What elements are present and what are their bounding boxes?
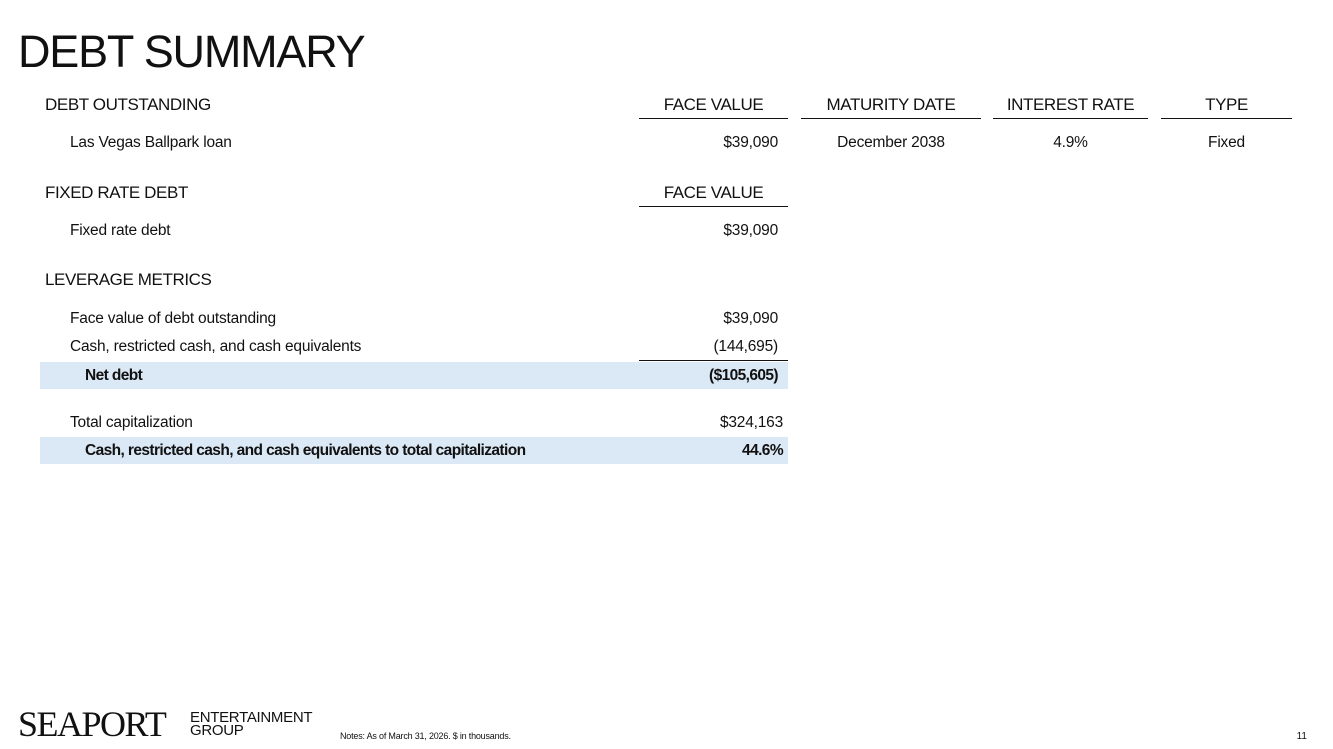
table-row-label: Fixed rate debt [70,222,171,239]
table-cell-value: ($105,605) [709,367,778,384]
section-fixed-rate-debt-label: FIXED RATE DEBT [45,183,188,202]
section-debt-outstanding-label: DEBT OUTSTANDING [45,95,211,114]
table-cell-value: (144,695) [713,338,778,355]
table-cell-value: 44.6% [742,442,783,459]
table-cell-interest-rate: 4.9% [1053,134,1088,151]
column-header-face-value: FACE VALUE [639,95,788,119]
table-row-label: Las Vegas Ballpark loan [70,134,232,151]
page-number: 11 [1296,731,1307,742]
subtotal-divider [639,360,788,361]
section-leverage-metrics-label: LEVERAGE METRICS [45,270,212,289]
column-header-face-value: FACE VALUE [639,183,788,207]
footnote: Notes: As of March 31, 2026. $ in thousands. [340,731,511,741]
column-header-type: TYPE [1161,95,1292,119]
table-row-label: Cash, restricted cash, and cash equivalents to total capitalization [85,442,526,459]
table-row-label: Face value of debt outstanding [70,310,276,327]
table-cell-value: $39,090 [723,310,778,327]
page-title: DEBT SUMMARY [18,26,365,77]
table-row-label: Net debt [85,367,143,384]
column-header-maturity-date: MATURITY DATE [801,95,981,119]
table-cell-face-value: $39,090 [723,222,778,239]
column-header-interest-rate: INTEREST RATE [993,95,1148,119]
logo-subtitle-line1: ENTERTAINMENT [190,709,313,726]
table-row-label: Total capitalization [70,414,193,431]
logo-subtitle-line2: GROUP [190,722,244,739]
table-cell-type: Fixed [1208,134,1245,151]
table-row-label: Cash, restricted cash, and cash equivalents [70,338,362,355]
table-cell-maturity-date: December 2038 [837,134,945,151]
table-cell-face-value: $39,090 [723,134,778,151]
table-cell-value: $324,163 [719,414,783,431]
logo: SEAPORT [18,704,166,744]
